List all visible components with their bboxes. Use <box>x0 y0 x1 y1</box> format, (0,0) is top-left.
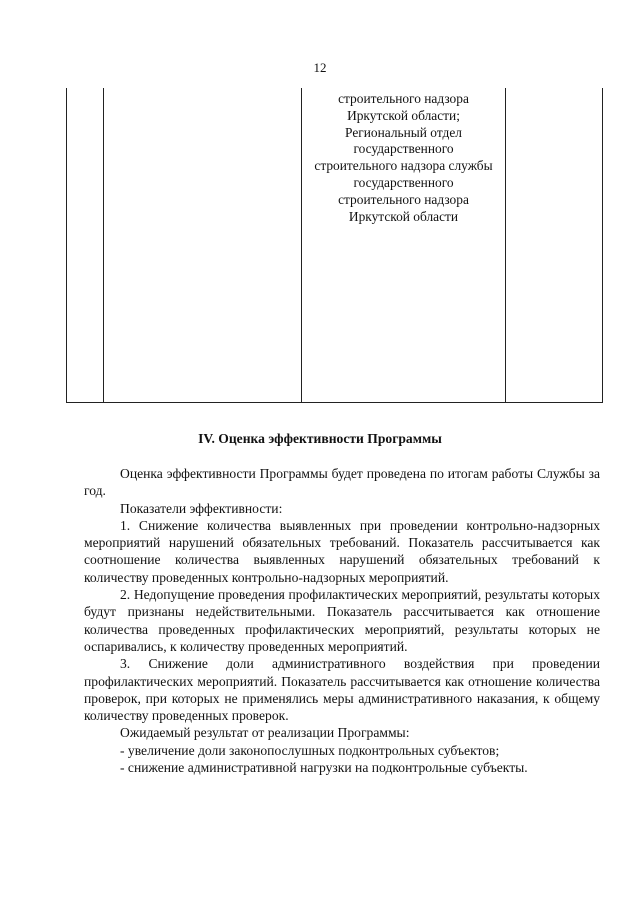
cell-line: строительного надзора <box>338 91 469 106</box>
page-number: 12 <box>313 60 327 75</box>
table-column-divider <box>103 88 104 402</box>
cell-line: Иркутской области; <box>347 107 460 123</box>
section-heading: IV. Оценка эффективности Программы <box>198 431 442 446</box>
cell-line: строительного надзора <box>338 191 469 207</box>
paragraph: Ожидаемый результат от реализации Программы: <box>120 725 410 741</box>
cell-line: государственного <box>353 174 454 190</box>
paragraph: 2. Недопущение проведения профилактических мероприятий, результаты которых будут признаны недействительными. Показатель рассчитывается как отношение количества проведенных профилактических мероприятий, результаты которых не оспаривались, к количеству проведенных мероприятий. <box>84 587 600 654</box>
responsible-executors-cell <box>302 91 505 225</box>
cell-line: Региональный отдел <box>345 124 462 140</box>
cell-line: Иркутской области <box>348 208 459 224</box>
paragraph: 3. Снижение доли административного воздействия при проведении профилактических мероприятий. Показатель рассчитывается как отношение количества проверок, при которых не применялись меры административного наказания, к общему количеству проведенных проверок. <box>84 656 600 724</box>
table-column-divider <box>505 88 506 402</box>
continuation-table <box>66 88 603 403</box>
cell-line: государственного <box>353 141 454 157</box>
paragraph: 1. Снижение количества выявленных при проведении контрольно-надзорных мероприятий нарушений обязательных требований. Показатель рассчитывается как соотношение количества выявленных нарушений обязательных требований к количеству проведенных контрольно-надзорных мероприятий. <box>84 517 600 585</box>
paragraph: - увеличение доли законопослушных подконтрольных субъектов; <box>120 742 500 758</box>
cell-line: строительного надзора службы <box>314 158 493 174</box>
paragraph: - снижение административной нагрузки на подконтрольные субъекты. <box>120 760 528 776</box>
paragraph: Показатели эффективности: <box>120 500 283 516</box>
paragraph: Оценка эффективности Программы будет проведена по итогам работы Службы за год. <box>84 466 600 499</box>
section-body <box>84 465 600 776</box>
